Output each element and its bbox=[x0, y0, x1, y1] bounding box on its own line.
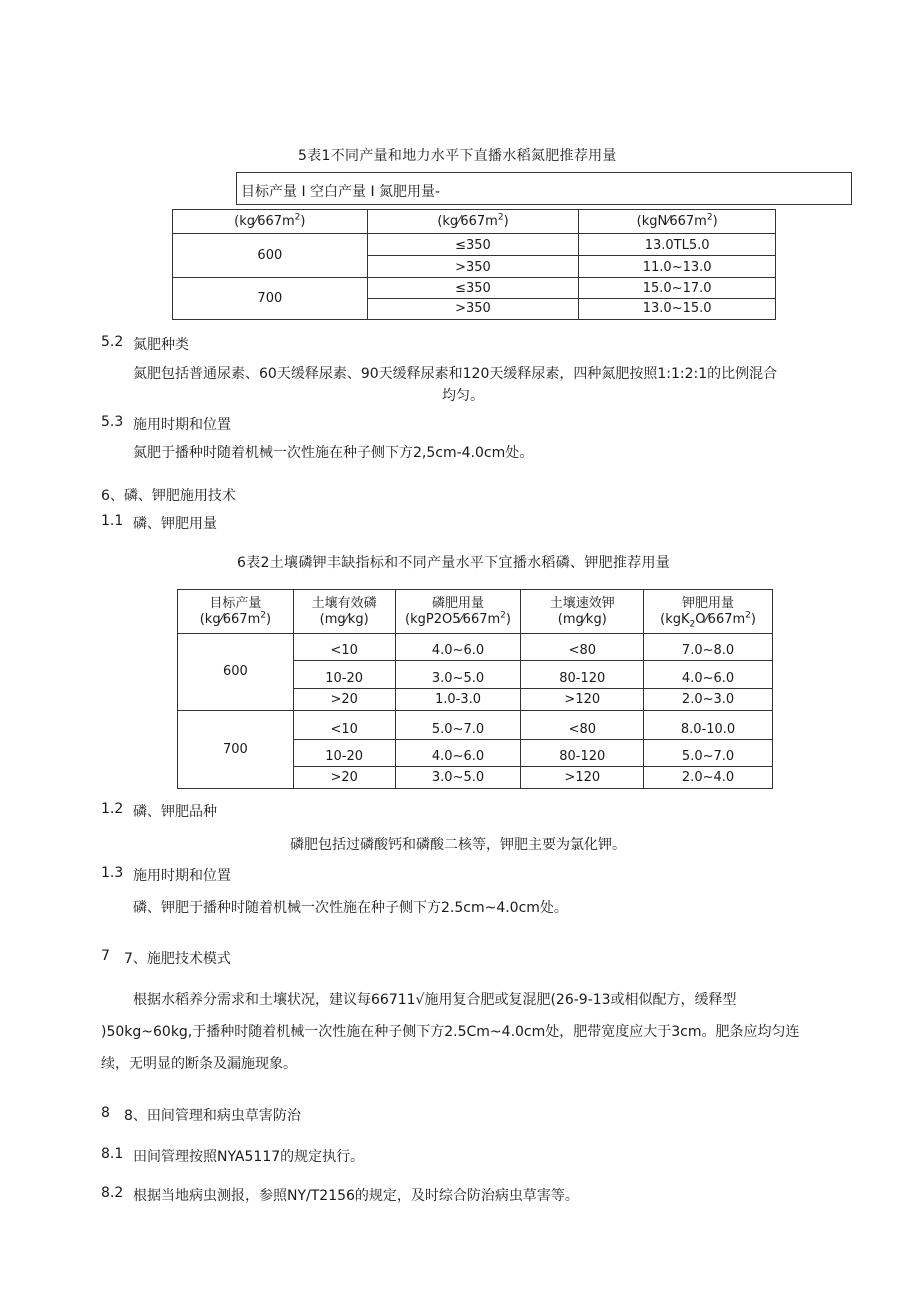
section-8-1-body: 田间管理按照NYA5117的规定执行。 bbox=[133, 1149, 365, 1165]
section-1-2-title: 磷、钾肥品种 bbox=[133, 804, 217, 820]
section-5-2-title: 氮肥种类 bbox=[133, 337, 189, 353]
table-row bbox=[173, 234, 776, 256]
section-8-2-number: 8.2 bbox=[101, 1185, 124, 1201]
table2-soil-p-cell: <10 bbox=[293, 711, 395, 740]
section-7-line1: 根据水稻养分需求和土壤状况，建议每66711√施用复合肥或复混肥(26-9-13或相似配方，缓释型 bbox=[133, 992, 737, 1008]
section-1-1-number: 1.1 bbox=[101, 513, 124, 529]
section-1-3-title: 施用时期和位置 bbox=[133, 868, 231, 884]
section-5-2-number: 5.2 bbox=[101, 334, 124, 350]
table2-header-k-rate: 钾肥用量 $(kgK_2O⁄667m^2)$ bbox=[644, 590, 773, 634]
table1-blank-cell: >350 bbox=[367, 299, 579, 320]
table2-k-rate-cell: 2.0~4.0 bbox=[644, 767, 773, 789]
table1-n-cell: 13.0~15.0 bbox=[579, 299, 776, 320]
table-row bbox=[173, 278, 776, 299]
table2-p-rate-cell: 3.0~5.0 bbox=[395, 767, 521, 789]
table2-soil-p-cell: <10 bbox=[293, 634, 395, 661]
section-5-2-body-line2: 均匀。 bbox=[442, 388, 484, 404]
table1-col-target-unit: $(kg⁄667m^2)$ bbox=[173, 210, 368, 234]
section-7-number: 7 bbox=[101, 948, 110, 964]
section-7-line2: )50kg~60kg,于播种时随着机械一次性施在种子侧下方2.5Cm~4.0cm处，肥带宽度应大于3cm。肥条应均匀连 bbox=[101, 1024, 800, 1040]
table2-header-target: 目标产量 $(kg⁄667m^2)$ bbox=[178, 590, 294, 634]
table2-p-rate-cell: 5.0~7.0 bbox=[395, 711, 521, 740]
section-5-3-body: 氮肥于播种时随着机械一次性施在种子侧下方2,5cm-4.0cm处。 bbox=[133, 445, 534, 461]
table2-soil-p-cell: 10-20 bbox=[293, 740, 395, 767]
section-6-title: 6、磷、钾肥施用技术 bbox=[101, 488, 236, 504]
table1-nitrogen-rates bbox=[172, 209, 776, 320]
table1-n-cell: 11.0~13.0 bbox=[579, 256, 776, 278]
section-8-title: 8、田间管理和病虫草害防治 bbox=[124, 1108, 301, 1124]
table2-header-p-rate: 磷肥用量 $(kgP2O5⁄667m^2)$ bbox=[395, 590, 521, 634]
section-1-3-number: 1.3 bbox=[101, 865, 124, 881]
section-1-1-title: 磷、钾肥用量 bbox=[133, 516, 217, 532]
table2-soil-k-cell: >120 bbox=[521, 689, 644, 711]
table2-soil-k-cell: 80-120 bbox=[521, 661, 644, 689]
table1-target-cell: 700 bbox=[173, 278, 368, 320]
table2-k-rate-cell: 7.0~8.0 bbox=[644, 634, 773, 661]
table1-caption: 5表1不同产量和地力水平下直播水稻氮肥推荐用量 bbox=[298, 148, 617, 164]
table1-blank-cell: ≤350 bbox=[367, 278, 579, 299]
section-8-number: 8 bbox=[101, 1105, 110, 1121]
table-row bbox=[173, 210, 776, 234]
section-7-line3: 续，无明显的断条及漏施现象。 bbox=[101, 1056, 297, 1072]
section-5-3-number: 5.3 bbox=[101, 414, 124, 430]
table2-p-rate-cell: 4.0~6.0 bbox=[395, 634, 521, 661]
table2-k-rate-cell: 2.0~3.0 bbox=[644, 689, 773, 711]
table2-k-rate-cell: 8.0-10.0 bbox=[644, 711, 773, 740]
table2-header-soil-k: 土壤速效钾 (mg⁄kg) bbox=[521, 590, 644, 634]
table1-blank-cell: ≤350 bbox=[367, 234, 579, 256]
table2-pk-rates bbox=[177, 589, 773, 789]
table2-target-cell: 600 bbox=[178, 634, 294, 711]
table1-header-text: 目标产量 I 空白产量 I 氮肥用量- bbox=[241, 184, 441, 200]
section-1-2-number: 1.2 bbox=[101, 801, 124, 817]
table2-k-rate-cell: 5.0~7.0 bbox=[644, 740, 773, 767]
table2-p-rate-cell: 1.0-3.0 bbox=[395, 689, 521, 711]
table2-soil-p-cell: 10-20 bbox=[293, 661, 395, 689]
table-row bbox=[178, 711, 773, 740]
table2-header-soil-p: 土壤有效磷 (mg⁄kg) bbox=[293, 590, 395, 634]
table1-target-cell: 600 bbox=[173, 234, 368, 278]
section-8-1-number: 8.1 bbox=[101, 1146, 124, 1162]
table2-soil-k-cell: >120 bbox=[521, 767, 644, 789]
table1-blank-cell: >350 bbox=[367, 256, 579, 278]
section-1-2-body: 磷肥包括过磷酸钙和磷酸二核等，钾肥主要为氯化钾。 bbox=[290, 837, 626, 853]
section-7-title: 7、施肥技术模式 bbox=[124, 951, 231, 967]
table2-soil-k-cell: 80-120 bbox=[521, 740, 644, 767]
table1-n-cell: 13.0TL5.0 bbox=[579, 234, 776, 256]
table2-p-rate-cell: 4.0~6.0 bbox=[395, 740, 521, 767]
table2-soil-p-cell: >20 bbox=[293, 689, 395, 711]
table1-n-cell: 15.0~17.0 bbox=[579, 278, 776, 299]
table2-caption: 6表2土壤磷钾丰缺指标和不同产量水平下宜播水稻磷、钾肥推荐用量 bbox=[237, 555, 671, 571]
table2-soil-k-cell: <80 bbox=[521, 634, 644, 661]
section-8-2-body: 根据当地病虫测报，参照NY/T2156的规定，及时综合防治病虫草害等。 bbox=[133, 1188, 579, 1204]
table2-soil-p-cell: >20 bbox=[293, 767, 395, 789]
table2-soil-k-cell: <80 bbox=[521, 711, 644, 740]
table1-header-box bbox=[236, 172, 852, 205]
section-5-2-body-line1: 氮肥包括普通尿素、60天缓释尿素、90天缓释尿素和120天缓释尿素，四种氮肥按照1:1:2:1的比例混合 bbox=[133, 366, 778, 382]
section-1-3-body: 磷、钾肥于播种时随着机械一次性施在种子侧下方2.5cm~4.0cm处。 bbox=[133, 900, 568, 916]
table2-target-cell: 700 bbox=[178, 711, 294, 789]
table2-k-rate-cell: 4.0~6.0 bbox=[644, 661, 773, 689]
table2-p-rate-cell: 3.0~5.0 bbox=[395, 661, 521, 689]
table1-col-blank-unit: $(kg⁄667m^2)$ bbox=[367, 210, 579, 234]
table1-col-n-unit: $(kgN⁄667m^2)$ bbox=[579, 210, 776, 234]
table-row bbox=[178, 634, 773, 661]
section-5-3-title: 施用时期和位置 bbox=[133, 417, 231, 433]
table-row bbox=[178, 590, 773, 634]
